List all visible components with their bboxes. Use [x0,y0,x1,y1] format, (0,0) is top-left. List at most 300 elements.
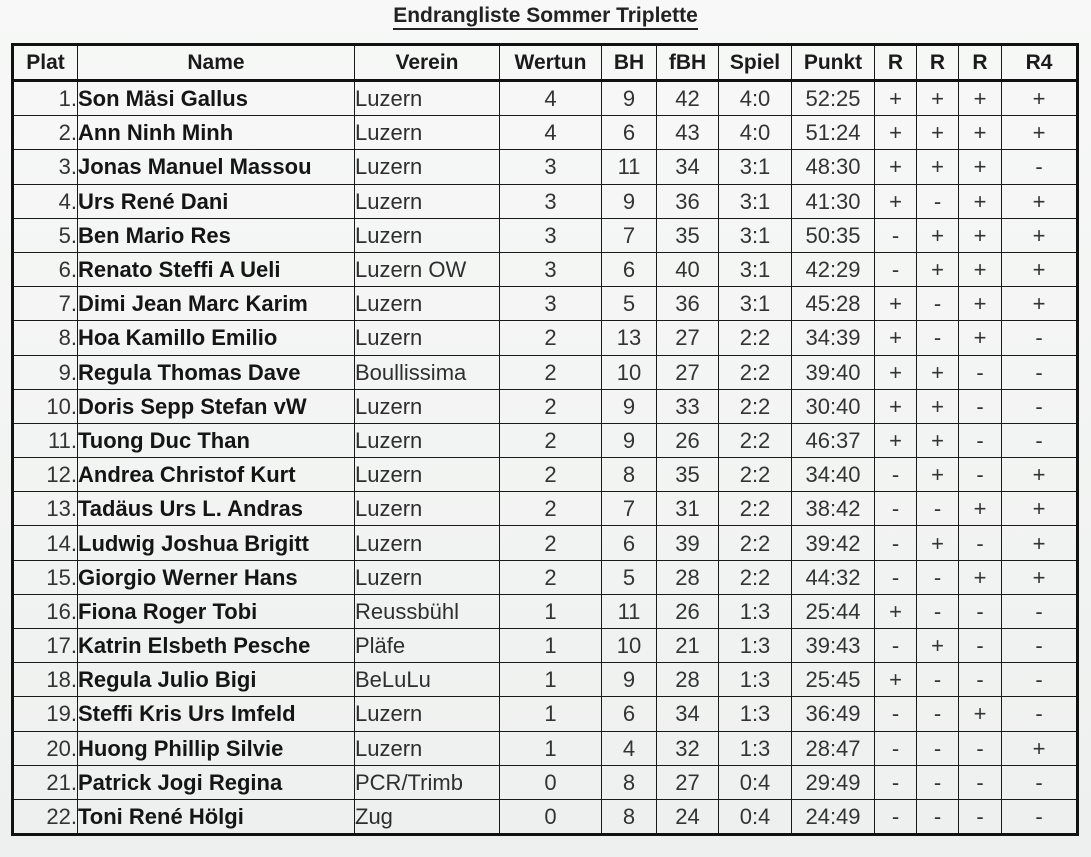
cell-wertung: 2 [500,560,602,594]
cell-bh: 9 [602,389,657,423]
cell-spiel: 3:1 [719,287,792,321]
cell-round-3: - [959,629,1002,663]
cell-punkt: 45:28 [792,287,875,321]
cell-round-2: - [917,184,959,218]
table-row [13,492,1078,526]
cell-round-2: + [917,629,959,663]
cell-punkt: 39:42 [792,526,875,560]
header-rank: Plat [13,45,78,81]
cell-rank: 3. [13,150,78,184]
cell-name: Jonas Manuel Massou [78,150,355,184]
cell-club: Luzern OW [355,252,500,286]
table-row [13,560,1078,594]
cell-rank: 22. [13,799,78,834]
cell-round-3: + [959,184,1002,218]
cell-round-3: + [959,81,1002,116]
cell-rank: 8. [13,321,78,355]
cell-round-2: - [917,287,959,321]
table-row [13,321,1078,355]
cell-round-4: - [1002,765,1078,799]
cell-fbh: 28 [657,560,719,594]
cell-round-1: + [875,355,917,389]
cell-spiel: 2:2 [719,560,792,594]
cell-punkt: 24:49 [792,799,875,834]
cell-round-2: - [917,321,959,355]
cell-round-4: - [1002,697,1078,731]
cell-club: Luzern [355,389,500,423]
cell-round-4: - [1002,629,1078,663]
cell-bh: 13 [602,321,657,355]
cell-rank: 16. [13,594,78,628]
cell-rank: 2. [13,116,78,150]
cell-bh: 11 [602,594,657,628]
cell-wertung: 1 [500,629,602,663]
cell-punkt: 46:37 [792,423,875,457]
cell-fbh: 33 [657,389,719,423]
cell-rank: 14. [13,526,78,560]
table-row [13,287,1078,321]
cell-club: Luzern [355,184,500,218]
header-round-2: R [917,45,959,81]
cell-round-3: - [959,663,1002,697]
cell-round-2: - [917,765,959,799]
cell-wertung: 3 [500,184,602,218]
cell-punkt: 36:49 [792,697,875,731]
cell-wertung: 0 [500,799,602,834]
table-row [13,184,1078,218]
table-row [13,252,1078,286]
cell-club: Luzern [355,423,500,457]
cell-round-3: + [959,116,1002,150]
cell-name: Renato Steffi A Ueli [78,252,355,286]
cell-round-4: - [1002,799,1078,834]
cell-round-4: - [1002,355,1078,389]
cell-round-4: + [1002,252,1078,286]
table-header [13,45,1078,81]
table-row [13,150,1078,184]
cell-fbh: 31 [657,492,719,526]
cell-wertung: 3 [500,150,602,184]
cell-club: Luzern [355,321,500,355]
cell-rank: 20. [13,731,78,765]
cell-round-3: - [959,765,1002,799]
cell-round-4: + [1002,492,1078,526]
cell-round-1: - [875,799,917,834]
cell-round-2: - [917,697,959,731]
cell-wertung: 3 [500,287,602,321]
cell-spiel: 2:2 [719,458,792,492]
cell-club: Luzern [355,731,500,765]
cell-rank: 10. [13,389,78,423]
cell-round-2: + [917,252,959,286]
cell-name: Huong Phillip Silvie [78,731,355,765]
cell-fbh: 35 [657,218,719,252]
cell-round-2: - [917,731,959,765]
table-row [13,765,1078,799]
cell-round-1: - [875,492,917,526]
cell-round-3: + [959,218,1002,252]
page-title-text: Endrangliste Sommer Triplette [393,4,698,30]
cell-round-1: + [875,81,917,116]
cell-punkt: 34:39 [792,321,875,355]
cell-bh: 7 [602,218,657,252]
table-body [13,81,1078,835]
cell-punkt: 42:29 [792,252,875,286]
cell-punkt: 29:49 [792,765,875,799]
cell-punkt: 44:32 [792,560,875,594]
cell-punkt: 52:25 [792,81,875,116]
cell-name: Regula Thomas Dave [78,355,355,389]
cell-name: Giorgio Werner Hans [78,560,355,594]
cell-wertung: 1 [500,697,602,731]
table-row [13,594,1078,628]
cell-wertung: 1 [500,594,602,628]
cell-rank: 18. [13,663,78,697]
cell-name: Ben Mario Res [78,218,355,252]
header-punkt: Punkt [792,45,875,81]
cell-wertung: 2 [500,423,602,457]
cell-round-4: + [1002,560,1078,594]
cell-club: Luzern [355,287,500,321]
cell-spiel: 4:0 [719,116,792,150]
cell-round-2: + [917,150,959,184]
cell-round-2: + [917,526,959,560]
table-row [13,389,1078,423]
cell-rank: 19. [13,697,78,731]
header-fbh: fBH [657,45,719,81]
cell-round-2: - [917,594,959,628]
cell-rank: 9. [13,355,78,389]
cell-name: Ludwig Joshua Brigitt [78,526,355,560]
cell-round-3: - [959,458,1002,492]
cell-wertung: 2 [500,492,602,526]
cell-round-1: + [875,184,917,218]
cell-wertung: 3 [500,252,602,286]
header-row [13,45,1078,81]
cell-round-2: - [917,799,959,834]
cell-name: Urs René Dani [78,184,355,218]
cell-spiel: 1:3 [719,731,792,765]
header-club: Verein [355,45,500,81]
cell-name: Doris Sepp Stefan vW [78,389,355,423]
cell-round-3: - [959,526,1002,560]
cell-round-1: + [875,663,917,697]
cell-rank: 17. [13,629,78,663]
cell-spiel: 2:2 [719,526,792,560]
cell-punkt: 51:24 [792,116,875,150]
cell-fbh: 40 [657,252,719,286]
cell-round-4: - [1002,321,1078,355]
cell-round-1: - [875,560,917,594]
cell-round-1: - [875,526,917,560]
ranking-table [11,43,1079,836]
cell-round-1: + [875,594,917,628]
cell-bh: 7 [602,492,657,526]
cell-spiel: 3:1 [719,184,792,218]
cell-round-4: + [1002,526,1078,560]
cell-bh: 9 [602,81,657,116]
cell-bh: 9 [602,423,657,457]
cell-rank: 12. [13,458,78,492]
cell-round-3: - [959,355,1002,389]
cell-name: Tadäus Urs L. Andras [78,492,355,526]
page-title [0,4,1091,28]
cell-round-2: + [917,81,959,116]
cell-club: Luzern [355,526,500,560]
header-wertung: Wertun [500,45,602,81]
header-round-1: R [875,45,917,81]
cell-round-1: + [875,116,917,150]
cell-spiel: 1:3 [719,594,792,628]
header-bh: BH [602,45,657,81]
cell-spiel: 4:0 [719,81,792,116]
cell-round-1: - [875,218,917,252]
cell-round-4: - [1002,594,1078,628]
cell-name: Katrin Elsbeth Pesche [78,629,355,663]
cell-wertung: 2 [500,355,602,389]
cell-round-3: - [959,594,1002,628]
cell-round-1: - [875,458,917,492]
cell-fbh: 28 [657,663,719,697]
cell-spiel: 0:4 [719,799,792,834]
cell-name: Fiona Roger Tobi [78,594,355,628]
cell-round-2: - [917,663,959,697]
cell-wertung: 0 [500,765,602,799]
cell-punkt: 25:44 [792,594,875,628]
cell-wertung: 3 [500,218,602,252]
table-row [13,629,1078,663]
cell-fbh: 27 [657,321,719,355]
cell-name: Steffi Kris Urs Imfeld [78,697,355,731]
table-row [13,799,1078,834]
cell-punkt: 39:43 [792,629,875,663]
cell-round-3: + [959,150,1002,184]
cell-round-4: + [1002,731,1078,765]
cell-spiel: 2:2 [719,389,792,423]
cell-round-4: - [1002,423,1078,457]
cell-rank: 6. [13,252,78,286]
cell-club: PCR/Trimb [355,765,500,799]
cell-punkt: 34:40 [792,458,875,492]
cell-punkt: 41:30 [792,184,875,218]
cell-spiel: 0:4 [719,765,792,799]
cell-round-2: + [917,116,959,150]
cell-spiel: 3:1 [719,150,792,184]
cell-punkt: 39:40 [792,355,875,389]
cell-round-2: + [917,423,959,457]
cell-wertung: 4 [500,81,602,116]
cell-punkt: 50:35 [792,218,875,252]
cell-round-3: - [959,731,1002,765]
cell-bh: 8 [602,458,657,492]
table-row [13,458,1078,492]
cell-name: Regula Julio Bigi [78,663,355,697]
cell-bh: 9 [602,663,657,697]
cell-fbh: 26 [657,594,719,628]
table-row [13,81,1078,116]
cell-spiel: 2:2 [719,492,792,526]
cell-round-1: + [875,389,917,423]
cell-round-3: + [959,492,1002,526]
cell-fbh: 34 [657,697,719,731]
cell-round-2: - [917,560,959,594]
header-round-4: R4 [1002,45,1078,81]
cell-club: Reussbühl [355,594,500,628]
cell-fbh: 27 [657,765,719,799]
cell-round-1: + [875,321,917,355]
cell-name: Tuong Duc Than [78,423,355,457]
cell-wertung: 1 [500,663,602,697]
cell-rank: 13. [13,492,78,526]
cell-fbh: 36 [657,184,719,218]
cell-bh: 5 [602,560,657,594]
table-row [13,697,1078,731]
cell-bh: 8 [602,765,657,799]
table-row [13,423,1078,457]
cell-name: Andrea Christof Kurt [78,458,355,492]
cell-club: Pläfe [355,629,500,663]
cell-round-3: + [959,321,1002,355]
cell-round-4: + [1002,458,1078,492]
cell-club: Zug [355,799,500,834]
cell-round-4: + [1002,81,1078,116]
cell-round-3: + [959,697,1002,731]
cell-wertung: 1 [500,731,602,765]
cell-bh: 6 [602,526,657,560]
cell-spiel: 1:3 [719,663,792,697]
cell-spiel: 2:2 [719,321,792,355]
cell-fbh: 36 [657,287,719,321]
cell-rank: 21. [13,765,78,799]
table-row [13,116,1078,150]
cell-round-4: + [1002,218,1078,252]
cell-bh: 8 [602,799,657,834]
cell-punkt: 28:47 [792,731,875,765]
cell-rank: 7. [13,287,78,321]
cell-round-4: + [1002,184,1078,218]
cell-round-1: + [875,150,917,184]
cell-round-3: + [959,252,1002,286]
cell-fbh: 27 [657,355,719,389]
cell-name: Dimi Jean Marc Karim [78,287,355,321]
cell-round-1: - [875,731,917,765]
cell-round-2: - [917,492,959,526]
cell-bh: 11 [602,150,657,184]
cell-bh: 10 [602,629,657,663]
cell-club: Luzern [355,458,500,492]
cell-spiel: 2:2 [719,355,792,389]
cell-club: Luzern [355,492,500,526]
cell-club: Luzern [355,150,500,184]
cell-round-1: - [875,697,917,731]
cell-club: BeLuLu [355,663,500,697]
cell-club: Luzern [355,81,500,116]
cell-bh: 9 [602,184,657,218]
cell-rank: 11. [13,423,78,457]
cell-wertung: 2 [500,458,602,492]
cell-rank: 4. [13,184,78,218]
cell-round-3: + [959,560,1002,594]
cell-round-4: + [1002,116,1078,150]
table-row [13,731,1078,765]
cell-club: Luzern [355,218,500,252]
cell-name: Son Mäsi Gallus [78,81,355,116]
cell-spiel: 3:1 [719,252,792,286]
cell-fbh: 32 [657,731,719,765]
cell-round-4: - [1002,150,1078,184]
cell-name: Ann Ninh Minh [78,116,355,150]
cell-round-2: + [917,218,959,252]
cell-club: Luzern [355,116,500,150]
table-row [13,663,1078,697]
table-row [13,355,1078,389]
cell-wertung: 2 [500,526,602,560]
cell-wertung: 2 [500,389,602,423]
cell-spiel: 2:2 [719,423,792,457]
cell-round-4: - [1002,663,1078,697]
cell-bh: 6 [602,697,657,731]
cell-round-2: + [917,355,959,389]
cell-round-3: + [959,287,1002,321]
cell-fbh: 34 [657,150,719,184]
cell-round-1: - [875,629,917,663]
cell-spiel: 3:1 [719,218,792,252]
cell-round-2: + [917,389,959,423]
cell-wertung: 2 [500,321,602,355]
cell-club: Boullissima [355,355,500,389]
cell-fbh: 39 [657,526,719,560]
cell-club: Luzern [355,560,500,594]
cell-bh: 6 [602,252,657,286]
cell-round-3: - [959,423,1002,457]
cell-bh: 6 [602,116,657,150]
cell-name: Patrick Jogi Regina [78,765,355,799]
cell-rank: 1. [13,81,78,116]
cell-name: Hoa Kamillo Emilio [78,321,355,355]
table-row [13,218,1078,252]
cell-fbh: 43 [657,116,719,150]
cell-punkt: 25:45 [792,663,875,697]
cell-punkt: 38:42 [792,492,875,526]
cell-rank: 15. [13,560,78,594]
cell-round-3: - [959,799,1002,834]
cell-spiel: 1:3 [719,697,792,731]
cell-round-4: + [1002,287,1078,321]
cell-fbh: 21 [657,629,719,663]
cell-round-2: + [917,458,959,492]
cell-club: Luzern [355,697,500,731]
cell-round-1: - [875,765,917,799]
cell-round-1: + [875,423,917,457]
cell-fbh: 26 [657,423,719,457]
cell-round-1: - [875,252,917,286]
header-spiel: Spiel [719,45,792,81]
cell-punkt: 48:30 [792,150,875,184]
cell-spiel: 1:3 [719,629,792,663]
cell-bh: 10 [602,355,657,389]
cell-fbh: 35 [657,458,719,492]
header-name: Name [78,45,355,81]
cell-punkt: 30:40 [792,389,875,423]
table-row [13,526,1078,560]
cell-round-1: + [875,287,917,321]
header-round-3: R [959,45,1002,81]
cell-fbh: 42 [657,81,719,116]
cell-wertung: 4 [500,116,602,150]
cell-round-4: - [1002,389,1078,423]
cell-rank: 5. [13,218,78,252]
cell-round-3: - [959,389,1002,423]
